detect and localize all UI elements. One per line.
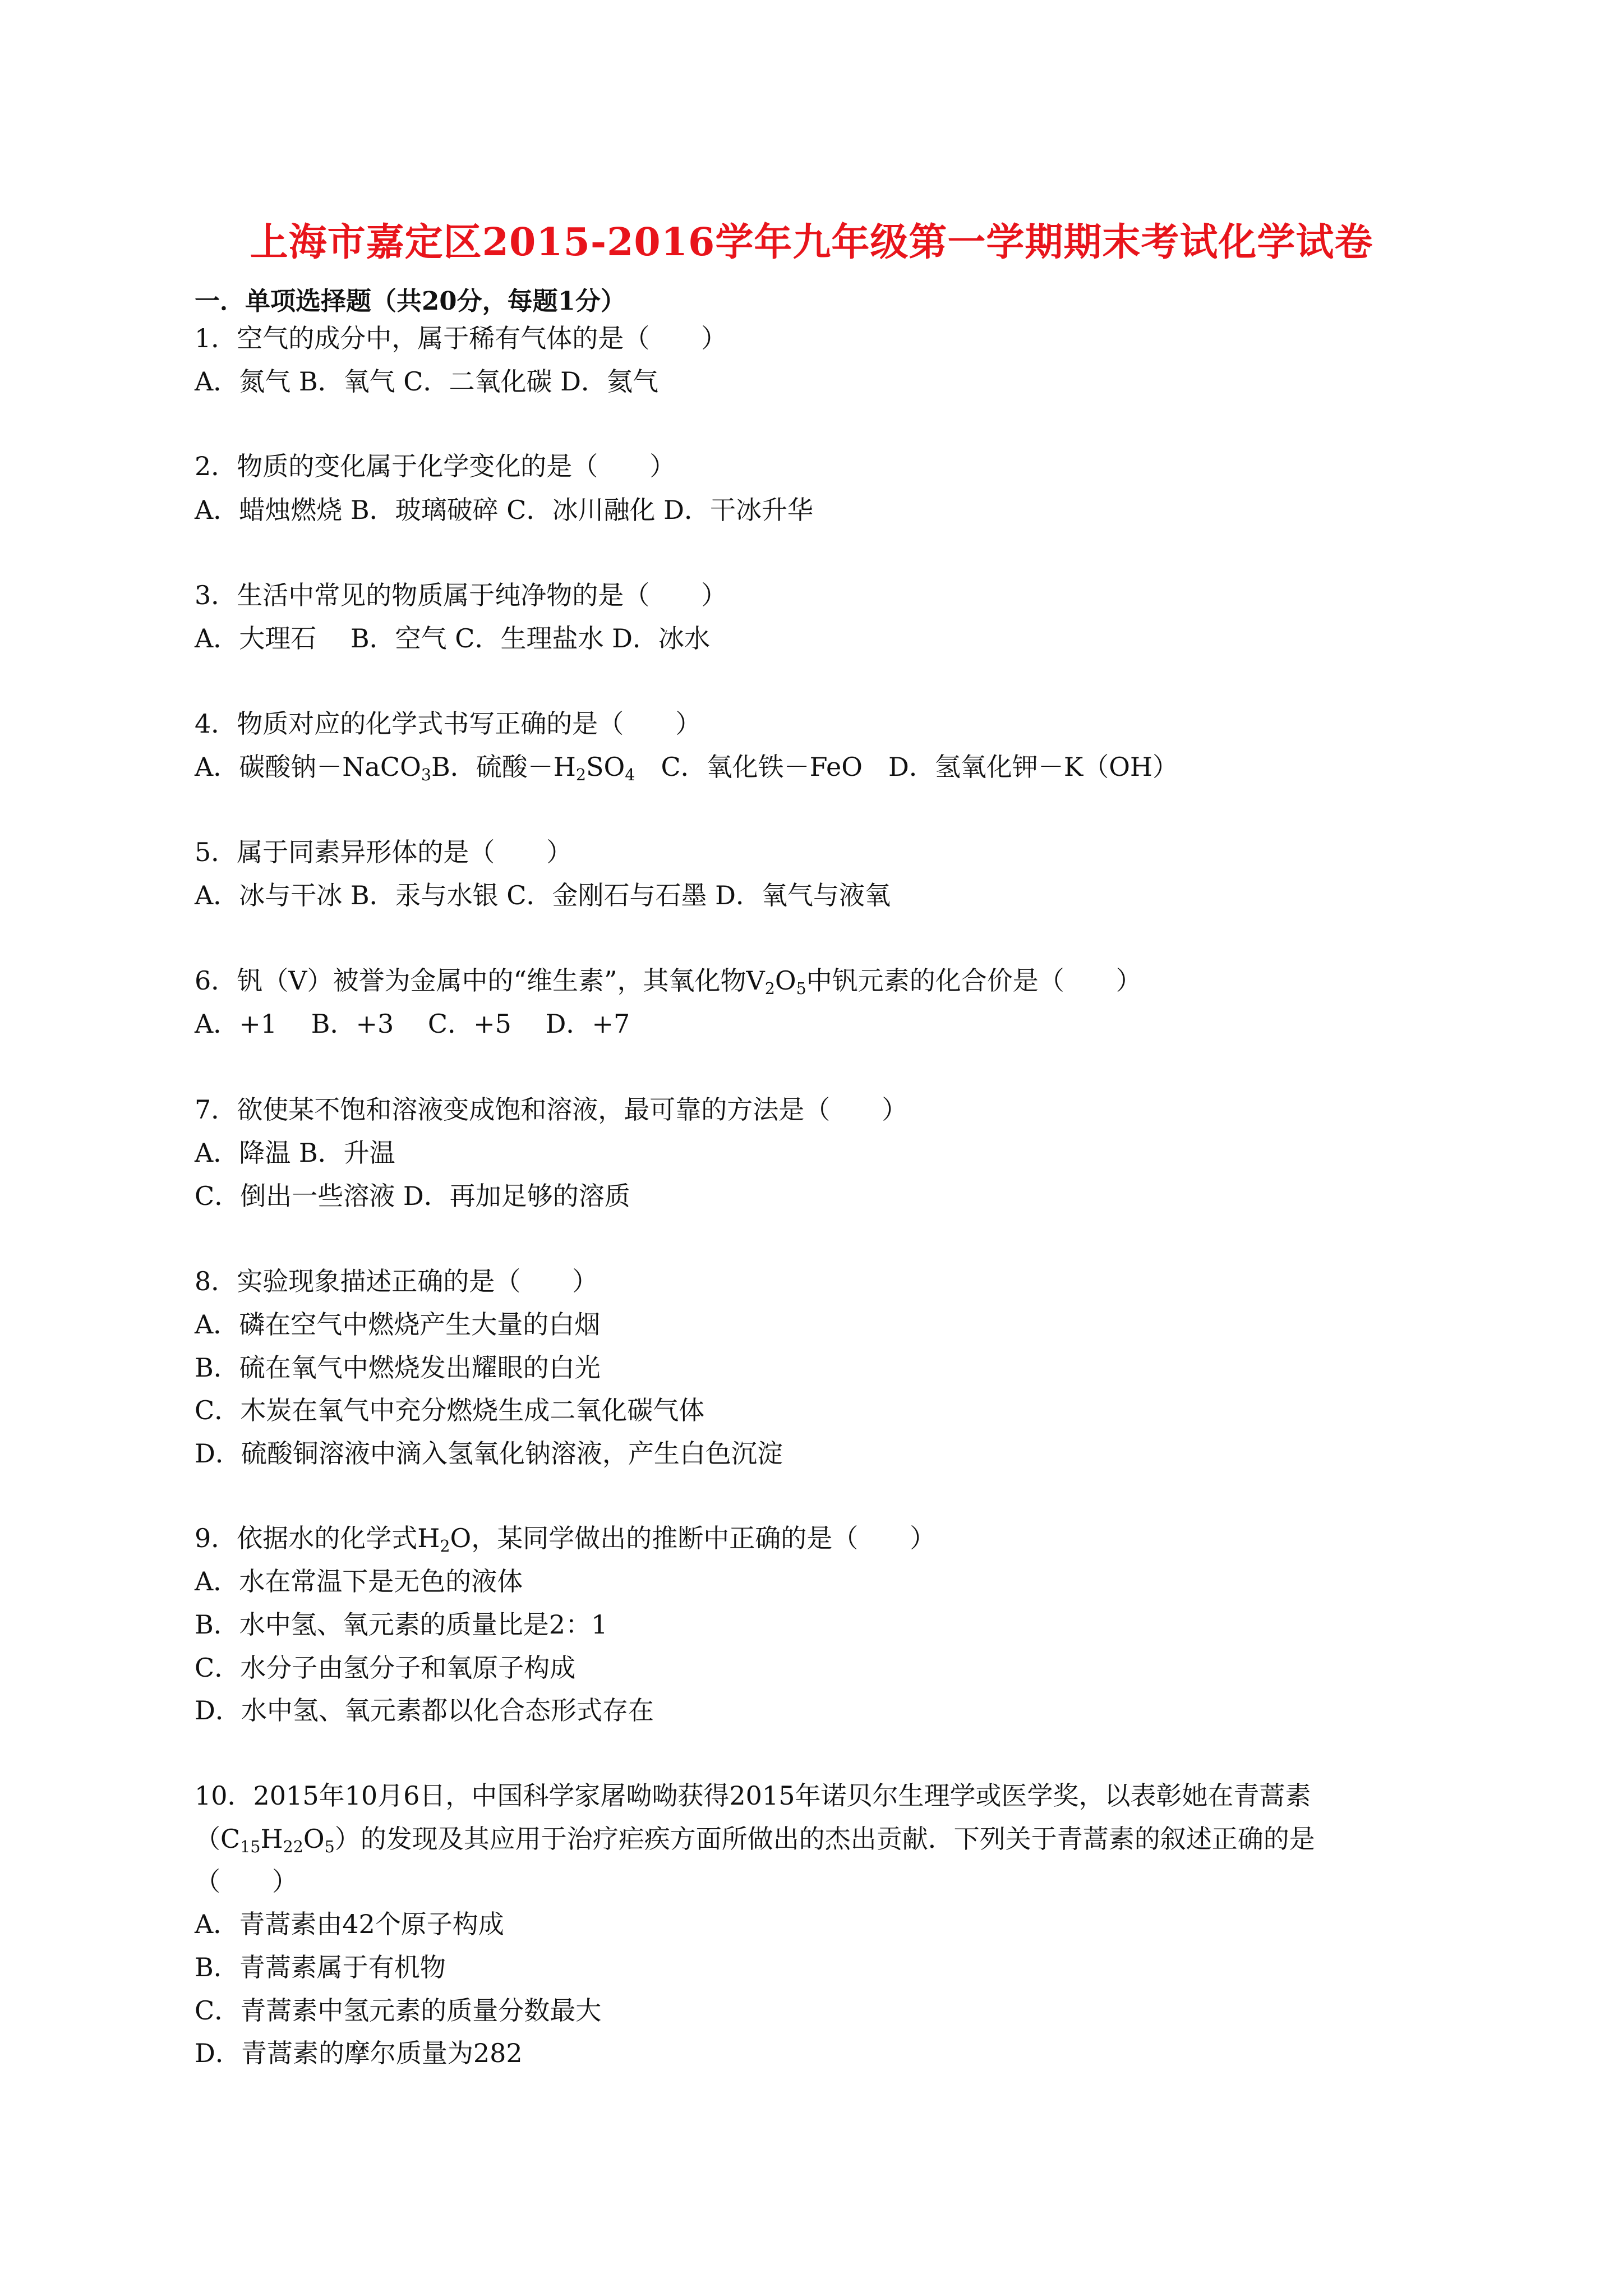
question-2: 2．物质的变化属于化学变化的是（ ） (195, 451, 676, 481)
question-10-line-2 (195, 1824, 1315, 1856)
text-run: C．氧化铁－FeO D．氢氧化钾－K（OH） (635, 752, 1179, 782)
subscript: 22 (283, 1837, 303, 1856)
question-1: 1．空气的成分中，属于稀有气体的是（ ） (195, 323, 727, 353)
section-heading: 一．单项选择题（共20分，每题1分） (195, 286, 626, 316)
exam-title: 上海市嘉定区2015-2016学年九年级第一学期期末考试化学试卷 (250, 220, 1373, 265)
question-8-option-c: C．木炭在氧气中充分燃烧生成二氧化碳气体 (195, 1395, 705, 1425)
text-run: 中钒元素的化合价是（ ） (806, 965, 1142, 996)
question-2-options: A．蜡烛燃烧 B．玻璃破碎 C．冰川融化 D．干冰升华 (195, 495, 813, 525)
question-10-option-d: D．青蒿素的摩尔质量为282 (195, 2038, 523, 2068)
question-9-option-c: C．水分子由氢分子和氧原子构成 (195, 1653, 576, 1683)
question-6-options: A．+1 B．+3 C．+5 D．+7 (195, 1009, 630, 1039)
question-10-option-c: C．青蒿素中氢元素的质量分数最大 (195, 1995, 602, 2026)
question-7: 7．欲使某不饱和溶液变成饱和溶液，最可靠的方法是（ ） (195, 1094, 908, 1125)
question-10-line-1: 10．2015年10月6日，中国科学家屠呦呦获得2015年诺贝尔生理学或医学奖，以表彰她在青蒿素 (195, 1780, 1311, 1811)
question-9-option-d: D．水中氢、氧元素都以化合态形式存在 (195, 1695, 654, 1726)
question-5-options: A．冰与干冰 B．汞与水银 C．金刚石与石墨 D．氧气与液氧 (195, 880, 891, 910)
text-run: SO (586, 752, 625, 782)
subscript: 3 (421, 765, 431, 784)
question-10-option-b: B．青蒿素属于有机物 (195, 1952, 446, 1982)
text-run: O，某同学做出的推断中正确的是（ ） (450, 1523, 936, 1553)
question-8-option-d: D．硫酸铜溶液中滴入氢氧化钠溶液，产生白色沉淀 (195, 1438, 783, 1469)
question-5: 5．属于同素异形体的是（ ） (195, 837, 573, 867)
subscript: 2 (575, 765, 587, 784)
subscript: 4 (625, 765, 635, 784)
text-run: ）的发现及其应用于治疗疟疾方面所做出的杰出贡献．下列关于青蒿素的叙述正确的是 (334, 1824, 1315, 1854)
question-4: 4．物质对应的化学式书写正确的是（ ） (195, 708, 702, 739)
text-run: （C (195, 1824, 241, 1854)
question-8-option-a: A．磷在空气中燃烧产生大量的白烟 (195, 1309, 601, 1340)
question-9 (195, 1523, 936, 1556)
question-3-options: A．大理石 B．空气 C．生理盐水 D．冰水 (195, 623, 710, 654)
subscript: 2 (440, 1536, 450, 1556)
question-4-options (195, 752, 1179, 784)
question-9-option-a: A．水在常温下是无色的液体 (195, 1566, 523, 1596)
text-run: H (260, 1824, 283, 1854)
question-7-options-ab: A．降温 B．升温 (195, 1138, 395, 1168)
subscript: 5 (324, 1837, 335, 1856)
text-run: 9．依据水的化学式H (195, 1523, 440, 1553)
subscript: 2 (764, 979, 775, 998)
question-10-line-3: （ ） (195, 1866, 298, 1897)
question-8-option-b: B．硫在氧气中燃烧发出耀眼的白光 (195, 1352, 601, 1383)
question-10-option-a: A．青蒿素由42个原子构成 (195, 1909, 504, 1939)
subscript: 15 (240, 1837, 261, 1856)
question-7-options-cd: C．倒出一些溶液 D．再加足够的溶质 (195, 1181, 630, 1211)
question-6 (195, 965, 1142, 998)
text-run: A．碳酸钠－NaCO (195, 752, 421, 782)
question-3: 3．生活中常见的物质属于纯净物的是（ ） (195, 580, 727, 610)
text-run: B．硫酸－H (431, 752, 576, 782)
question-8: 8．实验现象描述正确的是（ ） (195, 1266, 598, 1296)
text-run: O (303, 1824, 325, 1854)
question-9-option-b: B．水中氢、氧元素的质量比是2：1 (195, 1609, 608, 1640)
text-run: 6．钒（V）被誉为金属中的“维生素”，其氧化物V (195, 965, 765, 996)
text-run: O (774, 965, 796, 996)
question-1-options: A．氮气 B．氧气 C．二氧化碳 D．氦气 (195, 366, 658, 397)
subscript: 5 (796, 979, 806, 998)
